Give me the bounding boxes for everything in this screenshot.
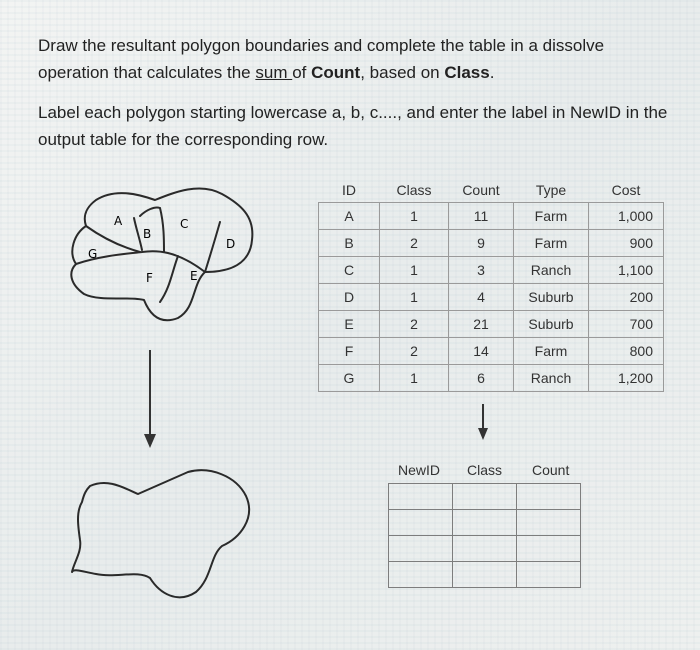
cell-type: Suburb: [514, 284, 589, 311]
table-row: [319, 203, 664, 230]
output-row: [389, 510, 581, 536]
table-row: [319, 311, 664, 338]
header-id: ID: [342, 182, 356, 198]
cell-count: 11: [449, 203, 514, 230]
output-cell-class[interactable]: [453, 562, 517, 588]
cell-class: 1: [380, 203, 449, 230]
header-cost: Cost: [611, 182, 641, 198]
boundary-b-c: [160, 208, 164, 252]
instructions: [38, 32, 678, 166]
output-cell-newid[interactable]: [389, 510, 453, 536]
output-row: [389, 562, 581, 588]
cell-cost: 800: [589, 338, 664, 365]
output-cell-class[interactable]: [453, 484, 517, 510]
output-cell-newid[interactable]: [389, 536, 453, 562]
boundary-f-e: [160, 256, 178, 302]
cell-id: A: [319, 203, 380, 230]
cell-id: E: [319, 311, 380, 338]
header-class: Class: [396, 182, 432, 198]
cell-cost: 900: [589, 230, 664, 257]
cell-count: 3: [449, 257, 514, 284]
table-row: [319, 284, 664, 311]
polygon-label-d: D: [226, 237, 236, 251]
table-row: [319, 338, 664, 365]
sum-underlined: sum: [255, 63, 293, 82]
output-cell-count[interactable]: [517, 484, 581, 510]
cell-count: 9: [449, 230, 514, 257]
cell-count: 4: [449, 284, 514, 311]
header-type: Type: [535, 182, 567, 198]
table-row: [319, 257, 664, 284]
cell-cost: 1,100: [589, 257, 664, 284]
instruction-line-2-start: operation that calculates the: [38, 63, 256, 82]
instruction-line-2-based: , based on: [360, 63, 445, 82]
cell-type: Farm: [514, 230, 589, 257]
cell-type: Ranch: [514, 365, 589, 392]
polygon-label-b: B: [143, 227, 152, 241]
instruction-paragraph-1: [38, 32, 678, 86]
cell-cost: 1,000: [589, 203, 664, 230]
cell-id: D: [319, 284, 380, 311]
output-polygon-outline: [60, 466, 260, 606]
output-cell-count[interactable]: [517, 510, 581, 536]
cell-cost: 1,200: [589, 365, 664, 392]
cell-class: 1: [380, 365, 449, 392]
cell-id: C: [319, 257, 380, 284]
header-count: Count: [462, 182, 500, 198]
polygon-label-e: E: [190, 269, 198, 283]
output-header-newid: NewID: [398, 462, 441, 478]
instruction-line-1: Draw the resultant polygon boundaries and complete the table in a dissolve: [38, 36, 605, 55]
cell-class: 2: [380, 338, 449, 365]
polygon-label-a: A: [114, 214, 123, 228]
count-bold: Count: [311, 63, 361, 82]
table-row: [319, 365, 664, 392]
cell-type: Farm: [514, 338, 589, 365]
input-table-header: [319, 178, 664, 203]
boundary-b-c-top: [140, 207, 160, 216]
cell-cost: 200: [589, 284, 664, 311]
cell-cost: 700: [589, 311, 664, 338]
cell-class: 1: [380, 284, 449, 311]
output-row: [389, 484, 581, 510]
output-table: [388, 483, 581, 588]
down-arrow-right: [475, 402, 491, 442]
cell-type: Suburb: [514, 311, 589, 338]
cell-count: 6: [449, 365, 514, 392]
cell-count: 21: [449, 311, 514, 338]
cell-id: B: [319, 230, 380, 257]
input-attribute-table: [318, 178, 664, 392]
output-cell-class[interactable]: [453, 536, 517, 562]
polygon-label-g: G: [88, 247, 98, 261]
output-cell-newid[interactable]: [389, 484, 453, 510]
output-cell-count[interactable]: [517, 562, 581, 588]
polygon-label-c: C: [180, 217, 189, 231]
cell-type: Farm: [514, 203, 589, 230]
input-polygon-map: [60, 180, 270, 330]
cell-class: 2: [380, 230, 449, 257]
cell-id: G: [319, 365, 380, 392]
down-arrow-left: [140, 348, 160, 452]
boundary-c-d: [205, 222, 220, 272]
cell-type: Ranch: [514, 257, 589, 284]
cell-class: 1: [380, 257, 449, 284]
instruction-line-2-end: .: [489, 63, 495, 82]
output-header-class: Class: [467, 462, 503, 478]
output-header-count: Count: [532, 462, 570, 478]
output-cell-newid[interactable]: [389, 562, 453, 588]
cell-count: 14: [449, 338, 514, 365]
polygon-label-f: F: [146, 271, 153, 285]
cell-class: 2: [380, 311, 449, 338]
instruction-paragraph-2: Label each polygon starting lowercase a, b, c...., and enter the label in NewID in the output table for the corresponding row.: [38, 103, 668, 149]
cell-id: F: [319, 338, 380, 365]
table-row: [319, 230, 664, 257]
output-row: [389, 536, 581, 562]
output-cell-count[interactable]: [517, 536, 581, 562]
boundary-a-b: [134, 218, 142, 250]
output-cell-class[interactable]: [453, 510, 517, 536]
class-bold: Class: [444, 63, 490, 82]
instruction-line-2-of: of: [292, 63, 312, 82]
